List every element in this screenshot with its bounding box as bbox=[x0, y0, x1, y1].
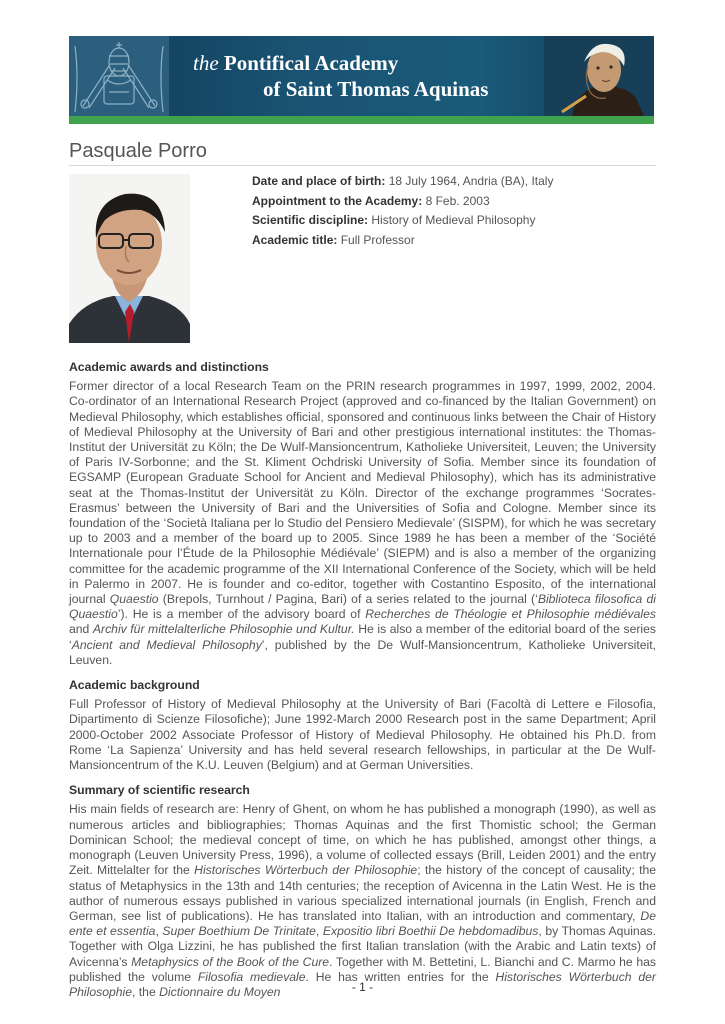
person-photo bbox=[69, 174, 190, 343]
paragraph-text: , bbox=[315, 924, 323, 939]
italic-title-text: Expositio libri Boethii De hebdomadibus bbox=[322, 924, 539, 939]
italic-title-text: Archiv für mittelalterliche Philosophie und Kultur. bbox=[92, 622, 355, 637]
paragraph-text: (Brepols, Turnhout / Pagina, Bari) of a series related to the journal (‘ bbox=[158, 592, 538, 607]
title-divider bbox=[69, 165, 656, 166]
section-heading-background: Academic background bbox=[69, 678, 200, 693]
italic-title-text: Ancient and Medieval Philosophy bbox=[71, 637, 262, 652]
info-birth-value: 18 July 1964, Andria (BA), Italy bbox=[385, 174, 554, 188]
biography-content bbox=[69, 360, 656, 1000]
info-appointment-label: Appointment to the Academy: bbox=[252, 193, 423, 208]
italic-title-text: Biblioteca filosofica di Quaestio bbox=[69, 592, 656, 622]
paragraph-text: , bbox=[155, 924, 163, 939]
paragraph-text: He is also a member of the editorial board of the series ‘ bbox=[69, 622, 656, 652]
paragraph-text: ’, published by the De Wulf-Mansioncentrum, Katholieke Universiteit, Leuven. bbox=[69, 637, 656, 667]
info-discipline bbox=[252, 211, 553, 231]
paragraph-text: , the bbox=[132, 984, 160, 999]
banner-title-the: the bbox=[193, 51, 219, 75]
italic-title-text: Filosofia medievale bbox=[197, 969, 306, 984]
section-text-background bbox=[69, 697, 656, 773]
section-heading-research: Summary of scientific research bbox=[69, 783, 250, 798]
papal-crest-icon bbox=[69, 36, 169, 116]
italic-title-text: Historisches Wörterbuch der Philosophie bbox=[194, 863, 418, 878]
section-text-awards bbox=[69, 379, 656, 668]
banner-accent-bar bbox=[69, 116, 654, 124]
info-title-value: Full Professor bbox=[337, 232, 415, 247]
paragraph-text: , by Thomas Aquinas. Together with Olga Lizzini, he has published the first Italian translation (with the Arabic and Latin texts) of Avicenna’s bbox=[69, 924, 656, 969]
italic-title-text: Metaphysics of the Book of the Cure bbox=[131, 954, 330, 969]
header-banner bbox=[69, 36, 654, 116]
italic-title-text: Dictionnaire du Moyen bbox=[159, 984, 281, 999]
person-info bbox=[252, 172, 553, 250]
page-number: - 1 - bbox=[351, 980, 374, 994]
paragraph-text: ; the history of the concept of causality; the status of Metaphysics in the 13th and 14th centuries; the reception of Avicenna in the Latin West. He is the author of numerous essays published in various specialized international journals (in English, French and German, see list of publications). He has translated into Italian, with an introduction and commentary, bbox=[69, 863, 657, 923]
info-appointment-value: 8 Feb. 2003 bbox=[422, 193, 490, 208]
italic-title-text: Super Boethium De Trinitate bbox=[162, 924, 316, 939]
paragraph-text: . He has written entries for the bbox=[305, 969, 496, 984]
paragraph-text: ’). He is a member of the advisory board of bbox=[117, 607, 366, 622]
paragraph-text: and bbox=[69, 622, 93, 637]
banner-title bbox=[193, 50, 488, 102]
info-birth-label: Date and place of birth: bbox=[252, 174, 386, 188]
italic-title-text: De ente et essentia bbox=[69, 908, 656, 939]
info-discipline-value: History of Medieval Philosophy bbox=[368, 213, 536, 227]
info-appointment bbox=[252, 192, 553, 212]
info-birth bbox=[252, 172, 553, 192]
aquinas-portrait bbox=[544, 36, 654, 116]
info-title bbox=[252, 231, 553, 251]
person-name: Pasquale Porro bbox=[69, 140, 207, 162]
paragraph-text: . Together with M. Bettetini, L. Bianchi and C. Marmo he has published the volume bbox=[69, 954, 656, 984]
italic-title-text: Quaestio bbox=[109, 592, 159, 607]
banner-title-line2: of Saint Thomas Aquinas bbox=[263, 77, 489, 101]
section-text-research bbox=[69, 802, 656, 1000]
italic-title-text: Recherches de Théologie et Philosophie médiévales bbox=[365, 607, 657, 622]
paragraph-text: Former director of a local Research Team on the PRIN research programmes in 1997, 1999, 2002, 2004. Co-ordinator of an International Research Project (approved and co-financed by the Italian Government) on Medieval Philosophy, which establishes official, sponsored and continuous links between the Chair of History of Medieval Philosophy at the University of Bari and other prestigious international institutes: the Thomas-Institut der Universität zu Köln; the De Wulf-Mansioncentrum, Katholieke Universiteit, Leuven; the University of Paris IV-Sorbonne; and the St. Kliment Ochdriski University of Sofia. Member since its foundation of EGSAMP (European Graduate School for Ancient and Medieval Philosophy), which has its administrative seat at the Thomas-Institut der Universität zu Köln. Director of the exchange programmes ‘Socrates-Erasmus’ between the University of Bari and the Universities of Sofia and Cologne. Member since its foundation of the ‘Società Italiana per lo Studio del Pensiero Medievale’ (SISPM), for which he was secretary up to 2003 and a member of the board up to 2005. Since 1989 he has been a member of the ‘Société Internationale pour l’Étude de la Philosophie Médiévale’ (SIEPM) and is also a member of the organizing committee for the academic programme of the XII International Conference of the Society, which will be held in Palermo in 2007. He is founder and co-editor, together with Costantino Esposito, of the international journal bbox=[69, 379, 656, 607]
paragraph-text: Full Professor of History of Medieval Philosophy at the University of Bari (Facoltà di Lettere e Filosofia, Dipartimento di Scienze Filosofiche); June 1992-March 2000 Research post in the same Department; April 2000-October 2002 Associate Professor of History of Medieval Philosophy. He obtained his Ph.D. from Rome ‘La Sapienza’ University and has held several research fellowships, in particular at the De Wulf-Mansioncentrum of the K.U. Leuven (Belgium) and at German Universities. bbox=[69, 697, 656, 773]
info-discipline-label: Scientific discipline: bbox=[252, 213, 369, 227]
paragraph-text: His main fields of research are: Henry of Ghent, on whom he has published a monograph (1990), as well as numerous articles and bibliographies; Thomas Aquinas and the first Thomistic school; the German Dominican School; the medieval concept of time, on which he has published, amongst other things, a monograph (Leuven University Press, 1996), a volume of collected essays (Brill, Leiden 2001) and the entry Zeit. Mittelalter for the bbox=[69, 802, 656, 878]
section-heading-awards: Academic awards and distinctions bbox=[69, 360, 269, 374]
banner-title-line1: Pontifical Academy bbox=[223, 51, 399, 75]
info-title-label: Academic title: bbox=[252, 232, 338, 247]
italic-title-text: Historisches Wörterbuch der Philosophie bbox=[69, 969, 656, 999]
